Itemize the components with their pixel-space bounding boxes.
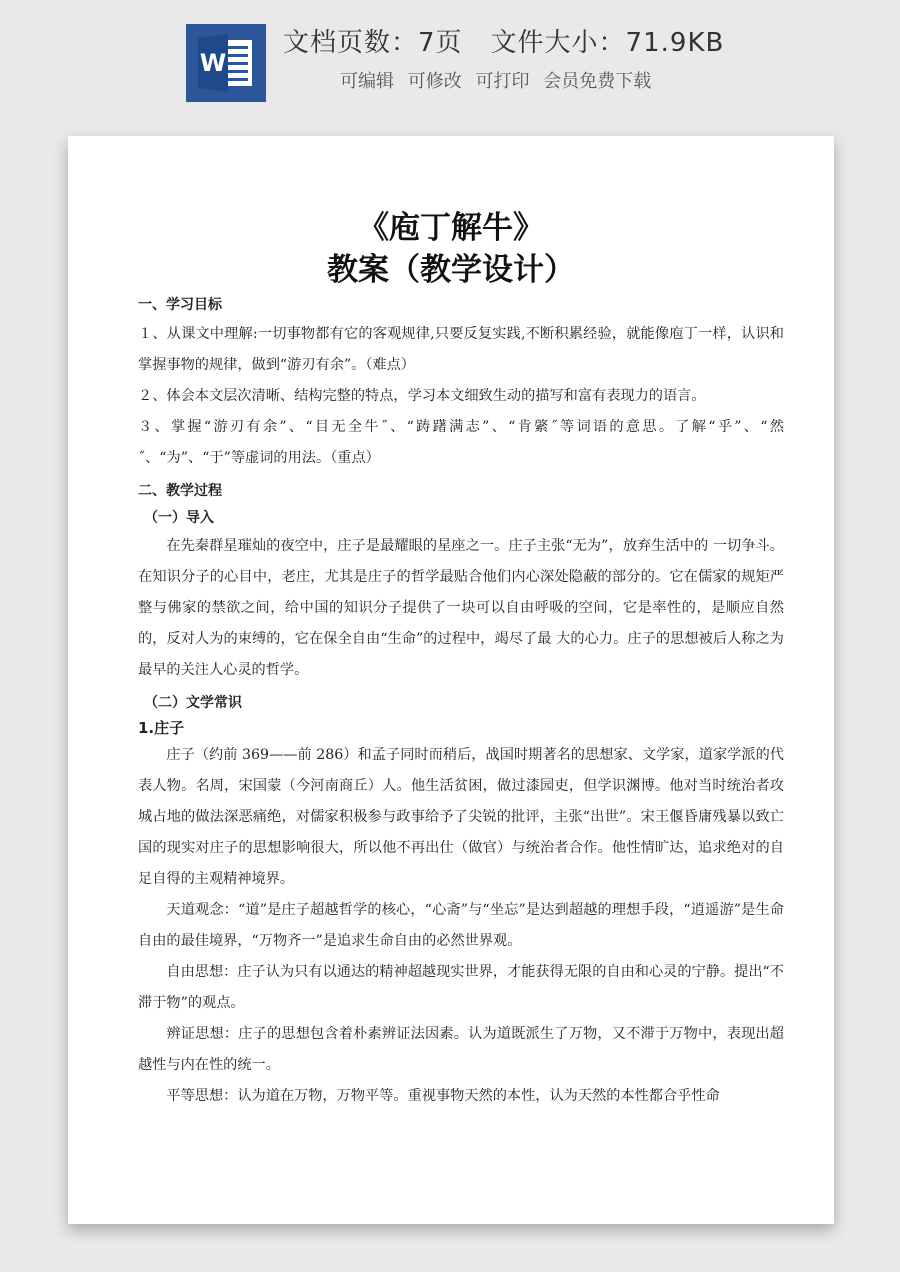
body-paragraph: 自由思想：庄子认为只有以通达的精神超越现实世界，才能获得无限的自由和心灵的宁静。提出“不滞于物”的观点。 xyxy=(138,964,784,1011)
body-paragraph: 庄子（约前 369——前 286）和孟子同时而稍后，战国时期著名的思想家、文学家，道家学派的代表人物。名周，宋国蒙（今河南商丘）人。他生活贫困，做过漆园吏，但学识渊博。他对当时统治者攻城占地的做法深恶痛绝，对儒家积极参与政事给予了尖锐的批评，主张“出世”。宋王偃昏庸残暴以致亡国的现实对庄子的思想影响很大，所以他不再出仕（做官）与统治者合作。他性情旷达，追求绝对的自足自得的主观精神境界。 xyxy=(138,747,784,887)
intro-paragraph: 在先秦群星璀灿的夜空中，庄子是最耀眼的星座之一。庄子主张“无为”，放弃生活中的 一切争斗。在知识分子的心目中，老庄，尤其是庄子的哲学最贴合他们内心深处隐蔽的部分的。它在儒家的规矩严整与佛家的禁欲之间，给中国的知识分子提供了一块可以自由呼吸的空间，它是率性的，是顺应自然的，反对人为的束缚的，它在保全自由“生命”的过程中，竭尽了最 大的心力。庄子的思想被后人称之为最早的关注人心灵的哲学。 xyxy=(138,538,784,678)
document-page xyxy=(68,136,834,1224)
objective-item: １、从课文中理解:一切事物都有它的客观规律,只要反复实践,不断积累经验，就能像庖丁一样，认识和掌握事物的规律，做到“游刃有余”。（难点） xyxy=(138,326,784,373)
svg-text:W: W xyxy=(199,49,227,77)
document-body xyxy=(138,292,784,1112)
file-size: 文件大小：71.9KB xyxy=(490,28,725,58)
download-banner xyxy=(0,0,900,120)
body-paragraph: 辨证思想：庄子的思想包含着朴素辨证法因素。认为道既派生了万物，又不滞于万物中，表现出超越性与内在性的统一。 xyxy=(138,1026,784,1073)
objective-item: ３、掌握“游刃有余”、“目无全牛˝、“踌躇满志”、“肯綮˝等词语的意思。了解“乎”、“然˝、“为”、“于”等虚词的用法。（重点） xyxy=(138,419,784,466)
subsection-heading-literature: （二）文学常识 xyxy=(144,695,242,711)
body-paragraph: 平等思想：认为道在万物，万物平等。重视事物天然的本性，认为天然的本性都合乎性命 xyxy=(166,1088,720,1104)
page-count: 文档页数：7页 xyxy=(283,28,463,58)
body-paragraph: 天道观念：“道”是庄子超越哲学的核心，“心斋”与“坐忘”是达到超越的理想手段，“逍遥游”是生命自由的最佳境界，“万物齐一”是追求生命自由的必然世界观。 xyxy=(138,902,784,949)
feature-editable: 可编辑 xyxy=(340,71,394,92)
objective-item: ２、体会本文层次清晰、结构完整的特点，学习本文细致生动的描写和富有表现力的语言。 xyxy=(138,388,706,404)
feature-member-download: 会员免费下载 xyxy=(543,71,652,92)
section-heading-objectives: 一、学习目标 xyxy=(138,297,222,313)
word-icon xyxy=(186,24,266,102)
feature-list xyxy=(340,67,659,93)
document-subtitle: 教案（教学设计） xyxy=(327,252,575,288)
item-heading-zhuangzi: 1.庄子 xyxy=(138,719,185,737)
feature-printable: 可打印 xyxy=(475,71,530,92)
file-info xyxy=(283,22,724,59)
feature-modifiable: 可修改 xyxy=(407,71,462,92)
subsection-heading-intro: （一）导入 xyxy=(144,510,214,526)
document-title: 《庖丁解牛》 xyxy=(358,210,544,246)
section-heading-process: 二、教学过程 xyxy=(138,483,222,499)
